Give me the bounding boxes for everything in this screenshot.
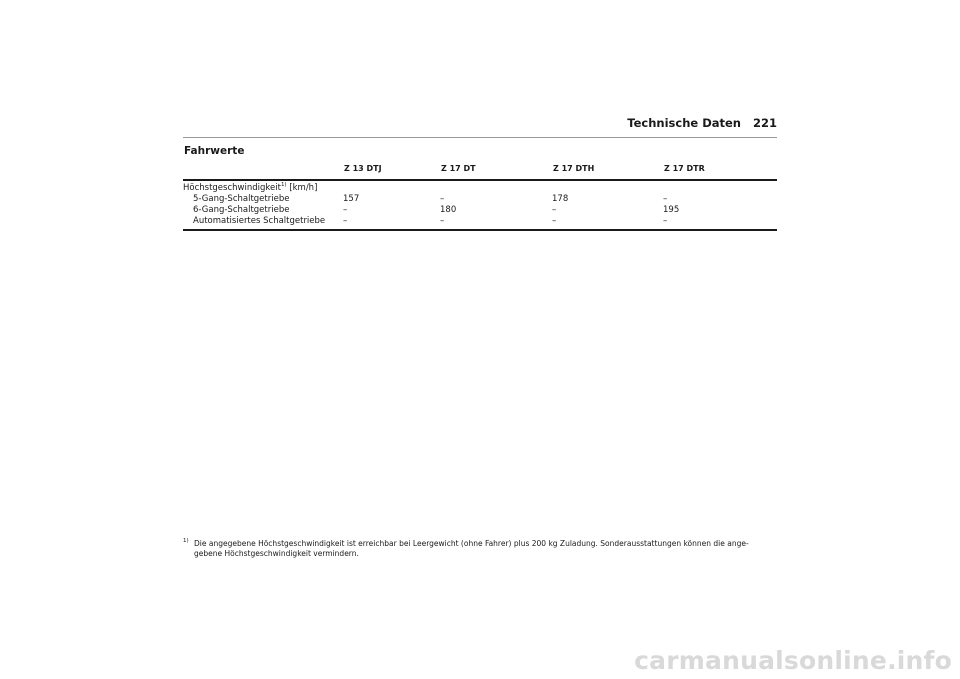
table-cell: –	[663, 194, 668, 204]
table-cell: –	[440, 216, 445, 226]
footnote-marker: 1)	[183, 538, 189, 544]
table-cell: 180	[440, 205, 457, 215]
page-number: 221	[752, 116, 777, 130]
footnote-ref: 1)	[280, 182, 287, 189]
table-cell: –	[552, 205, 557, 215]
table-cell: –	[343, 205, 348, 215]
chapter-title: Technische Daten	[627, 116, 741, 130]
group-label-text: Höchstgeschwindigkeit	[183, 183, 281, 193]
group-label	[183, 183, 317, 194]
column-header-z13dtj: Z 13 DTJ	[344, 164, 382, 173]
table-top-rule	[183, 179, 777, 181]
column-header-z17dt: Z 17 DT	[441, 164, 476, 173]
table-cell: –	[663, 216, 668, 226]
column-header-z17dth: Z 17 DTH	[553, 164, 595, 173]
column-header-z17dtr: Z 17 DTR	[664, 164, 705, 173]
table-cell: –	[343, 216, 348, 226]
section-title: Fahrwerte	[184, 145, 245, 157]
group-unit: [km/h]	[286, 183, 318, 193]
table-cell: 157	[343, 194, 360, 204]
header-divider	[183, 137, 777, 138]
footnote-text: Die angegebene Höchstgeschwindigkeit ist erreichbar bei Leergewicht (ohne Fahrer) plus 200 kg Zuladung. Sonderausstattungen können die angegebene Höchstgeschwindigkeit vermindern.	[194, 539, 749, 558]
table-cell: 178	[552, 194, 569, 204]
row-label: 5-Gang-Schaltgetriebe	[193, 194, 290, 204]
row-label: 6-Gang-Schaltgetriebe	[193, 205, 290, 215]
table-cell: 195	[663, 205, 680, 215]
running-header	[183, 116, 777, 132]
table-cell: –	[552, 216, 557, 226]
footnote	[183, 539, 777, 558]
row-label: Automatisiertes Schaltgetriebe	[193, 216, 326, 226]
watermark: carmanualsonline.info	[634, 646, 952, 675]
table-cell: –	[440, 194, 445, 204]
table-bottom-rule	[183, 229, 777, 231]
